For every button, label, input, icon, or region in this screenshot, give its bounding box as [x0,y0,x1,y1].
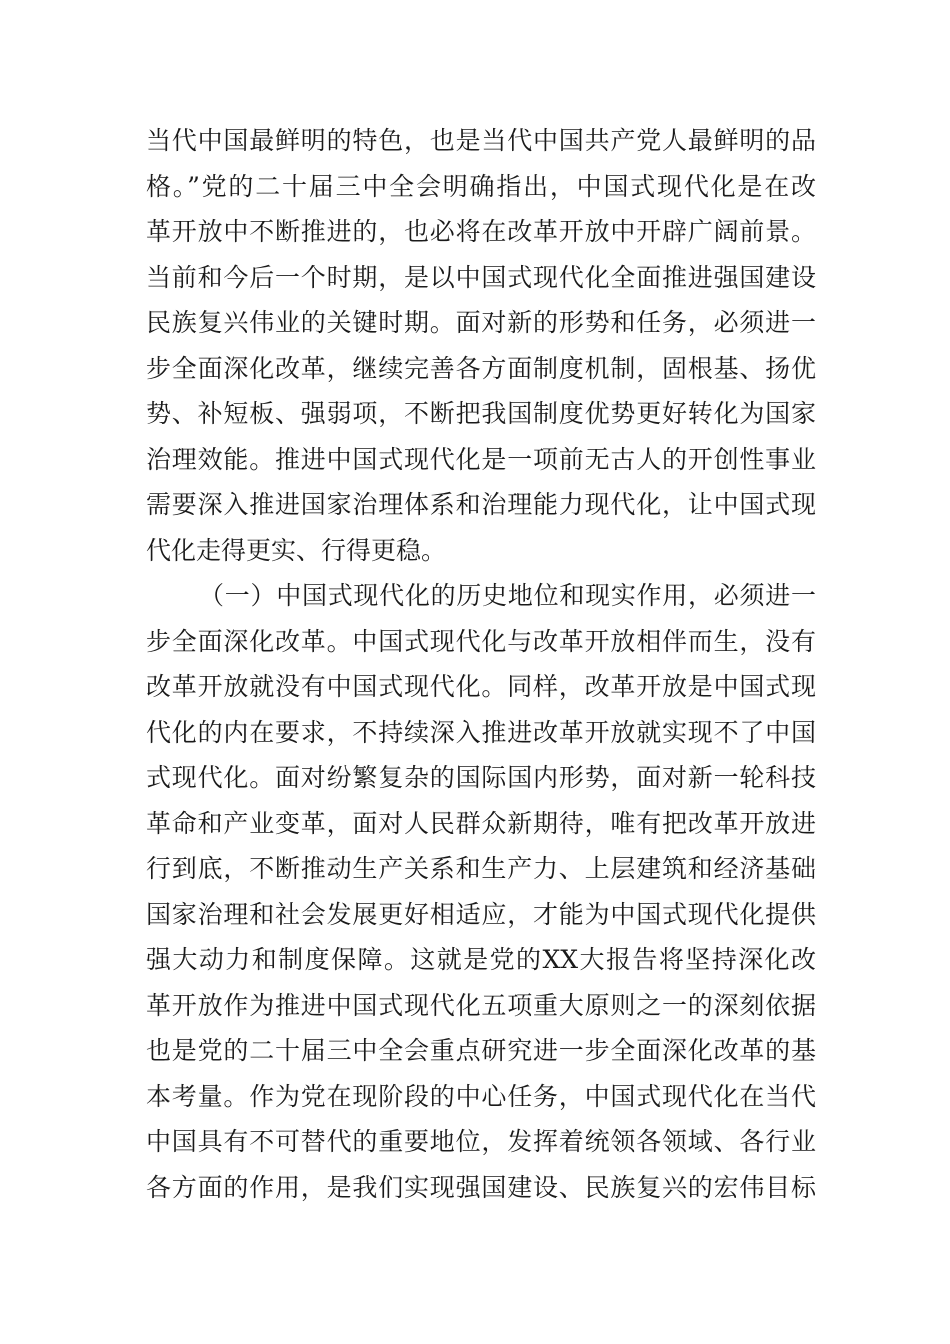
text-line: 当代中国最鲜明的特色，也是当代中国共产党人最鲜明的品 [146,126,816,155]
text-line: 治理效能。推进中国式现代化是一项前无古人的开创性事业 [146,444,816,474]
text-line: 革命和产业变革，面对人民群众新期待，唯有把改革开放进 [146,808,816,838]
text-line: 代化走得更实、行得更稳。 [146,535,447,565]
text-line: 式现代化。面对纷繁复杂的国际国内形势，面对新一轮科技 [146,763,816,792]
text-line: 行到底，不断推动生产关系和生产力、上层建筑和经济基础 [146,854,816,883]
text-line: 需要深入推进国家治理体系和治理能力现代化，让中国式现 [146,490,816,519]
text-line: 步全面深化改革，继续完善各方面制度机制，固根基、扬优 [146,353,816,383]
text-line: 也是党的二十届三中全会重点研究进一步全面深化改革的基 [146,1036,816,1065]
text-line: 改革开放就没有中国式现代化。同样，改革开放是中国式现 [146,672,816,701]
text-line: 本考量。作为党在现阶段的中心任务，中国式现代化在当代 [146,1081,816,1111]
text-line: 各方面的作用，是我们实现强国建设、民族复兴的宏伟目标 [146,1172,816,1202]
section-heading-line: （一）中国式现代化的历史地位和现实作用，必须进一 [199,581,816,610]
text-line: 革开放作为推进中国式现代化五项重大原则之一的深刻依据 [146,990,816,1020]
text-line: 中国具有不可替代的重要地位，发挥着统领各领域、各行业 [146,1127,816,1156]
text-line: 步全面深化改革。中国式现代化与改革开放相伴而生，没有 [146,626,816,656]
text-line: 国家治理和社会发展更好相适应，才能为中国式现代化提供 [146,899,816,929]
paragraph-1 [146,118,816,573]
text-line: 革开放中不断推进的，也必将在改革开放中开辟广阔前景。 [146,217,816,246]
body-text [146,118,816,1210]
text-line: 强大动力和制度保障。这就是党的XX大报告将坚持深化改 [146,945,816,974]
paragraph-2 [146,573,816,1210]
text-line: 势、补短板、强弱项，不断把我国制度优势更好转化为国家 [146,399,816,428]
text-line: 代化的内在要求，不持续深入推进改革开放就实现不了中国 [146,717,816,747]
text-line: 格。”党的二十届三中全会明确指出，中国式现代化是在改 [146,171,816,201]
text-line: 民族复兴伟业的关键时期。面对新的形势和任务，必须进一 [146,308,816,337]
text-line: 当前和今后一个时期，是以中国式现代化全面推进强国建设 [146,262,816,292]
